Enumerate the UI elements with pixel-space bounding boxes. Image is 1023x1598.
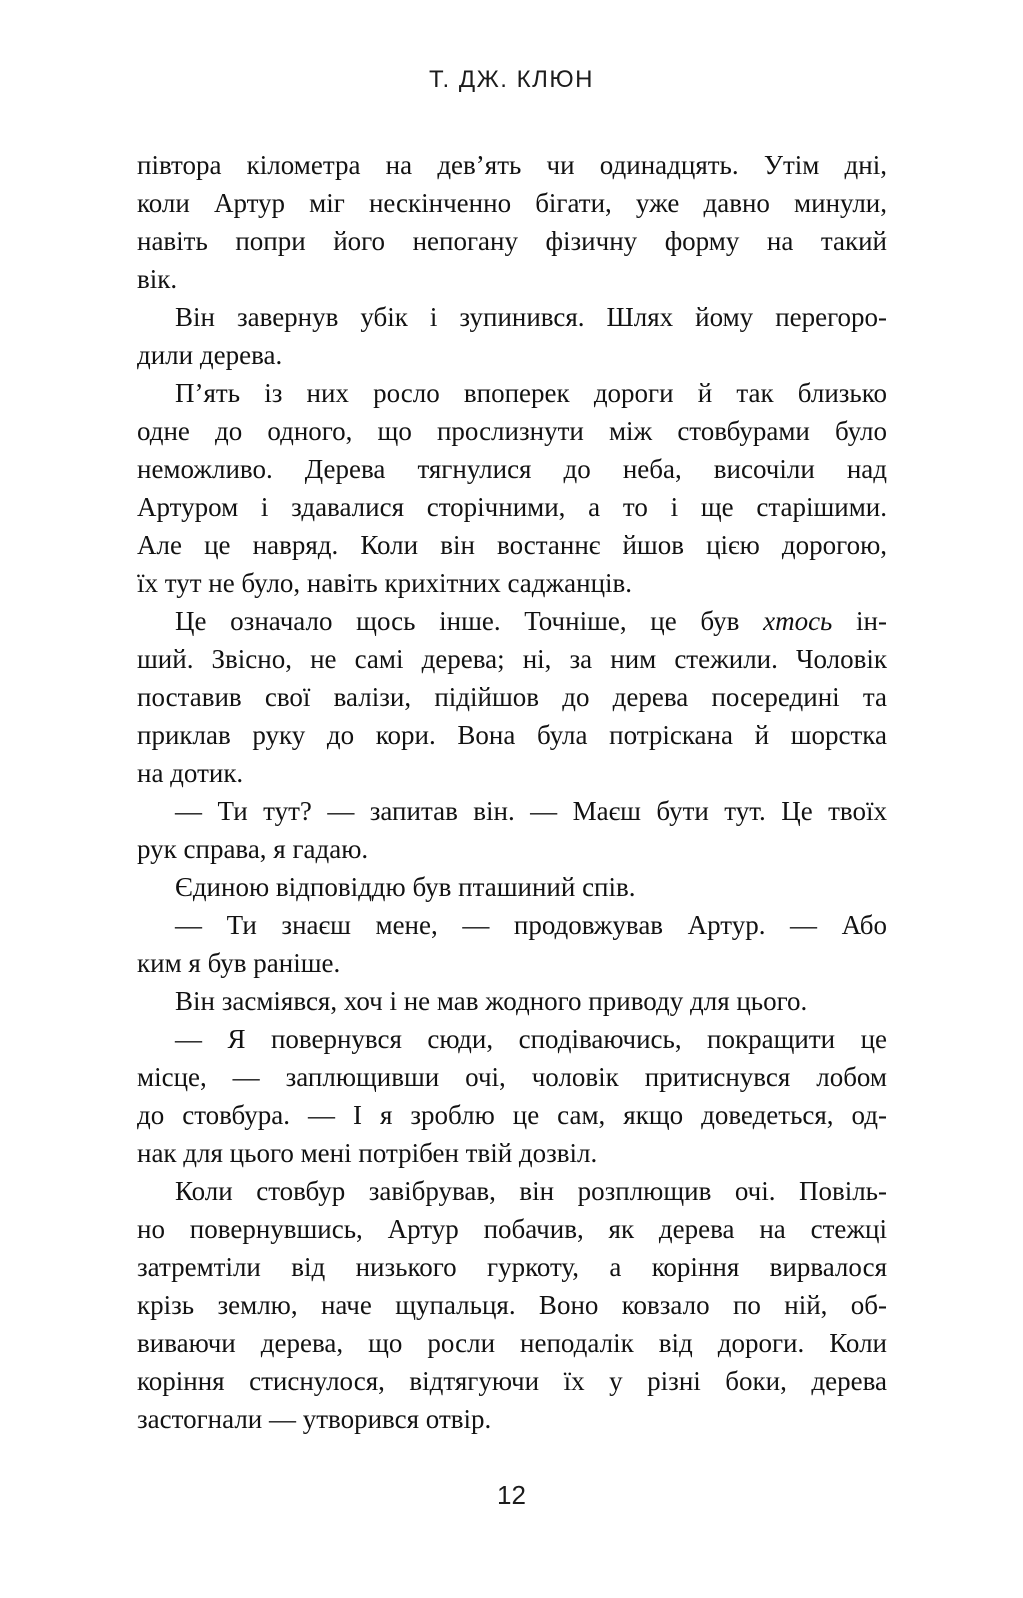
text-segment: Єдиною відповіддю був пташиний спів. — [175, 872, 636, 902]
text-segment: застогнали — утворився отвір. — [137, 1404, 492, 1434]
text-segment: рук справа, я гадаю. — [137, 834, 369, 864]
text-segment: ший. Звісно, не самі дерева; ні, за ним стежили. Чоловік — [137, 644, 887, 674]
text-segment: виваючи дерева, що росли неподалік від дороги. Коли — [137, 1328, 887, 1358]
text-line — [137, 906, 887, 944]
text-line — [137, 1362, 887, 1400]
text-line — [137, 602, 887, 640]
text-line — [137, 1286, 887, 1324]
text-line — [137, 374, 887, 412]
text-segment: коріння стиснулося, відтягуючи їх у різні боки, дерева — [137, 1366, 887, 1396]
text-line — [137, 1096, 887, 1134]
text-segment: Він засміявся, хоч і не мав жодного приводу для цього. — [175, 986, 808, 1016]
text-line — [137, 1058, 887, 1096]
text-line — [137, 526, 887, 564]
text-segment: на дотик. — [137, 758, 244, 788]
text-line — [137, 678, 887, 716]
text-segment: півтора кілометра на дев’ять чи одинадцять. Утім дні, — [137, 150, 887, 180]
body-text — [137, 146, 887, 1438]
text-line — [137, 298, 887, 336]
text-line — [137, 754, 887, 792]
text-segment: Артуром і здавалися сторічними, а то і ще старішими. — [137, 492, 887, 522]
text-line — [137, 564, 887, 602]
text-line — [137, 1400, 887, 1438]
text-segment: затремтіли від низького гуркоту, а коріння вирвалося — [137, 1252, 887, 1282]
text-segment: місце, — заплющивши очі, чоловік притиснувся лобом — [137, 1062, 887, 1092]
text-line — [137, 222, 887, 260]
text-segment: до стовбура. — І я зроблю це сам, якщо доведеться, од- — [137, 1100, 887, 1130]
text-segment: одне до одного, що прослизнути між стовбурами було — [137, 416, 887, 446]
page-number: 12 — [497, 1480, 526, 1510]
text-line — [137, 1020, 887, 1058]
text-line — [137, 184, 887, 222]
text-segment: — Ти знаєш мене, — продовжував Артур. — Або — [175, 910, 887, 940]
text-segment: приклав руку до кори. Вона була потріскана й шорстка — [137, 720, 887, 750]
text-segment: но повернувшись, Артур побачив, як дерева на стежці — [137, 1214, 887, 1244]
text-line — [137, 488, 887, 526]
text-line — [137, 640, 887, 678]
text-segment: неможливо. Дерева тягнулися до неба, височіли над — [137, 454, 887, 484]
text-segment: крізь землю, наче щупальця. Воно ковзало по ній, об- — [137, 1290, 887, 1320]
text-line — [137, 1172, 887, 1210]
text-segment: коли Артур міг нескінченно бігати, уже давно минули, — [137, 188, 887, 218]
text-line — [137, 450, 887, 488]
text-line — [137, 982, 887, 1020]
text-segment: ін- — [832, 606, 887, 636]
text-segment: Це означало щось інше. Точніше, це був — [175, 606, 764, 636]
text-line — [137, 1134, 887, 1172]
text-segment: вік. — [137, 264, 178, 294]
text-line — [137, 260, 887, 298]
text-line — [137, 1248, 887, 1286]
text-line — [137, 1210, 887, 1248]
text-line — [137, 336, 887, 374]
text-segment: дили дерева. — [137, 340, 283, 370]
text-segment: Але це навряд. Коли він востаннє йшов цією дорогою, — [137, 530, 887, 560]
text-segment: Він завернув убік і зупинився. Шлях йому перегоро- — [175, 302, 887, 332]
text-line — [137, 412, 887, 450]
text-segment: нак для цього мені потрібен твій дозвіл. — [137, 1138, 598, 1168]
text-segment: навіть попри його непогану фізичну форму на такий — [137, 226, 887, 256]
text-line — [137, 1324, 887, 1362]
text-segment: — Я повернувся сюди, сподіваючись, покращити це — [175, 1024, 887, 1054]
running-header-author: Т. ДЖ. КЛЮН — [429, 66, 594, 93]
text-line — [137, 716, 887, 754]
text-segment: поставив свої валізи, підійшов до дерева посередині та — [137, 682, 887, 712]
text-line — [137, 146, 887, 184]
text-line — [137, 944, 887, 982]
text-segment: — Ти тут? — запитав він. — Маєш бути тут. Це твоїх — [175, 796, 887, 826]
text-segment: Коли стовбур завібрував, він розплющив очі. Повіль- — [175, 1176, 887, 1206]
text-segment: ким я був раніше. — [137, 948, 341, 978]
text-segment: П’ять із них росло впоперек дороги й так близько — [175, 378, 887, 408]
text-segment: їх тут не було, навіть крихітних саджанців. — [137, 568, 633, 598]
italic-text: хтось — [763, 606, 833, 636]
text-line — [137, 830, 887, 868]
text-line — [137, 868, 887, 906]
text-line — [137, 792, 887, 830]
